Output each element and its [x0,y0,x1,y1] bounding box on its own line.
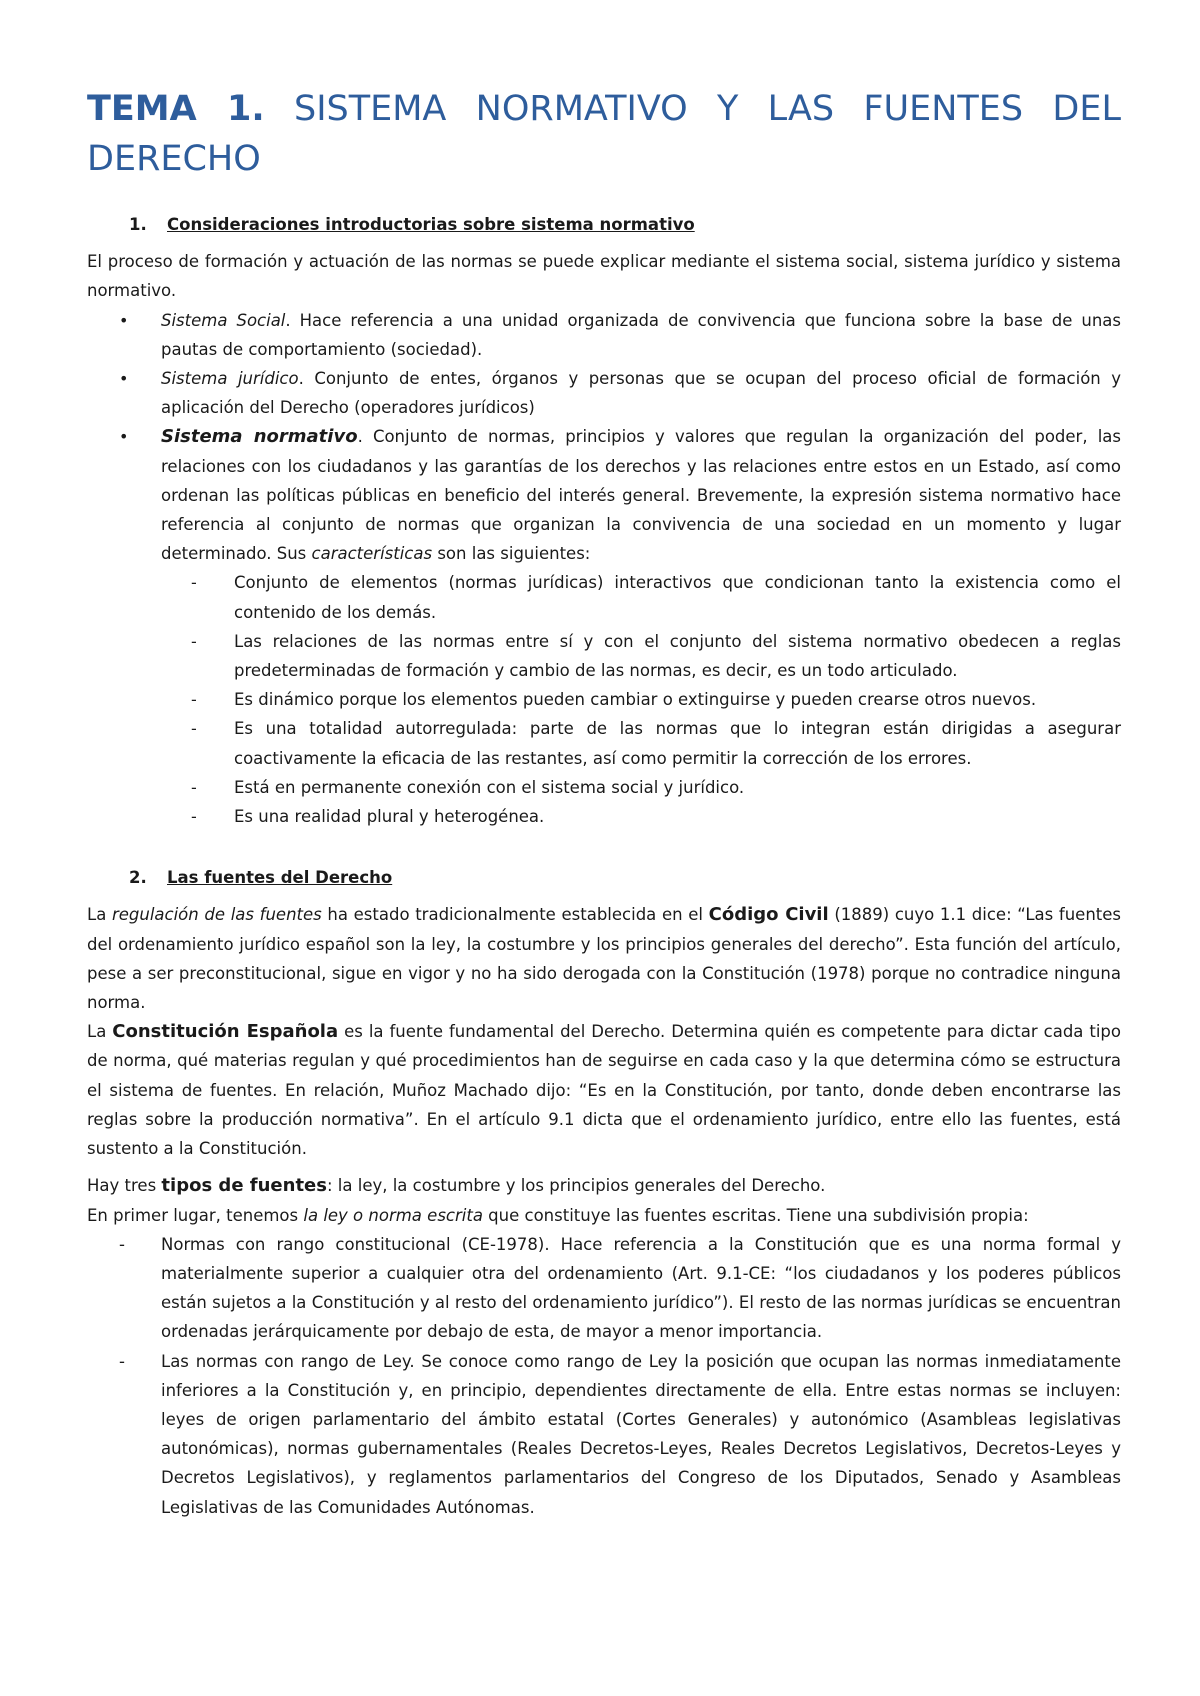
list-item [87,1230,1121,1347]
dash-marker: - [191,807,197,827]
text-run: que constituye las fuentes escritas. Tiene una subdivisión propia: [482,1205,1029,1225]
term-sistema-social: Sistema Social [161,310,286,330]
list-item [87,773,1121,802]
list-item [87,714,1121,772]
text-run: La [87,1022,113,1042]
paragraph-tipos-fuentes [87,1171,1121,1200]
strong-constitucion: Constitución Española [112,1021,339,1043]
list-item-sistema-normativo [87,422,1121,831]
text-run: La [87,905,112,925]
title-tema: TEMA 1. [87,89,265,129]
section-1-title: Consideraciones introductorias sobre sistema normativo [167,215,695,234]
dash-marker: - [191,573,197,593]
paragraph-constitucion [87,1017,1121,1163]
systems-list [87,306,1121,832]
section-1-heading [87,210,1121,239]
dash-marker: - [191,719,197,739]
characteristics-list [161,568,1121,831]
bullet-marker: • [119,427,129,447]
characteristic-text: Conjunto de elementos (normas jurídicas) interactivos que condicionan tanto la existencia como el contenido de los demás. [234,573,1121,622]
item-text: Normas con rango constitucional (CE-1978). Hace referencia a la Constitución que es una norma formal y materialmente superior a cualquier otra del ordenamiento (Art. 9.1-CE: “los ciudadanos y los poderes públicos están sujetos a la Constitución y al resto del ordenamiento jurídico”). El resto de las normas jurídicas se encuentran ordenadas jerárquicamente por debajo de esta, de mayor a menor importancia. [161,1234,1121,1342]
title-text: SISTEMA NORMATIVO Y LAS FUENTES DEL DERECHO [87,89,1121,179]
emphasis-ley-escrita: la ley o norma escrita [303,1205,483,1225]
dash-marker: - [191,777,197,797]
dash-marker: - [191,631,197,651]
text-run: En primer lugar, tenemos [87,1205,304,1225]
characteristic-text: Las relaciones de las normas entre sí y con el conjunto del sistema normativo obedecen a reglas predeterminadas de formación y cambio de las normas, es decir, es un todo articulado. [234,631,1121,681]
characteristic-text: Es una realidad plural y heterogénea. [234,807,545,827]
definition-text: . Conjunto de normas, principios y valores que regulan la organización del poder, las relaciones con los ciudadanos y las garantías de los derechos y las relaciones entre estos en un Estado, así como ordenan las políticas públicas en beneficio del interés general. Brevemente, la expresión sistema normativo hace referencia al conjunto de normas que organizan la convivencia de una sociedad en un momento y lugar determinado. Sus [161,427,1121,564]
strong-tipos-fuentes: tipos de fuentes [161,1175,327,1197]
paragraph-codigo-civil [87,900,1121,1017]
strong-codigo-civil: Código Civil [708,904,829,926]
bullet-marker: • [119,310,129,330]
spacer [87,831,1121,863]
term-sistema-juridico: Sistema jurídico [161,369,299,389]
section-2-heading [87,863,1121,892]
spacer [87,1163,1121,1171]
term-sistema-normativo: Sistema normativo [161,426,358,448]
term-caracteristicas: características [311,544,433,564]
list-item [87,1347,1121,1522]
dash-marker: - [119,1351,125,1371]
list-item-sistema-social [87,306,1121,364]
document-content [87,84,1121,1522]
characteristic-text: Está en permanente conexión con el sistema social y jurídico. [234,777,745,797]
definition-text: son las siguientes: [432,544,591,564]
section-1-intro: El proceso de formación y actuación de las normas se puede explicar mediante el sistema social, sistema jurídico y sistema normativo. [87,252,1121,301]
text-run: ha estado tradicionalmente establecida en el [321,905,709,925]
dash-marker: - [119,1234,125,1254]
page-title [87,84,1121,184]
characteristic-text: Es una totalidad autorregulada: parte de las normas que lo integran están dirigidas a asegurar coactivamente la eficacia de las restantes, así como permitir la corrección de los errores. [234,719,1121,768]
section-1-number: 1. [129,215,147,234]
list-item [87,802,1121,831]
paragraph-ley-escrita [87,1201,1121,1230]
definition-text: . Conjunto de entes, órganos y personas que se ocupan del proceso oficial de formación y aplicación del Derecho (operadores jurídicos) [161,369,1122,418]
text-run: : la ley, la costumbre y los principios generales del Derecho. [326,1176,826,1196]
dash-marker: - [191,690,197,710]
bullet-marker: • [119,369,129,389]
list-item [87,627,1121,685]
item-text: Las normas con rango de Ley. Se conoce como rango de Ley la posición que ocupan las normas inmediatamente inferiores a la Constitución y, en principio, dependientes directamente de ella. Entre estas normas se incluyen: leyes de origen parlamentario del ámbito estatal (Cortes Generales) y autonómico (Asambleas legislativas autonómicas), normas gubernamentales (Reales Decretos-Leyes, Reales Decretos Legislativos, Decretos-Leyes y Decretos Legislativos), y reglamentos parlamentarios del Congreso de los Diputados, Senado y Asambleas Legislativas de las Comunidades Autónomas. [161,1351,1121,1517]
characteristic-text: Es dinámico porque los elementos pueden cambiar o extinguirse y pueden crearse otros nuevos. [234,690,1037,710]
text-run: es la fuente fundamental del Derecho. Determina quién es competente para dictar cada tipo de norma, qué materias regulan y qué procedimientos han de seguirse en cada caso y la que determina cómo se estructura el sistema de fuentes. En relación, Muñoz Machado dijo: “Es en la Constitución, por tanto, donde deben encontrarse las reglas sobre la producción normativa”. En el artículo 9.1 dicta que el ordenamiento jurídico, entre ello las fuentes, está sustento a la Constitución. [87,1022,1121,1159]
text-run: Hay tres [87,1176,162,1196]
list-item [87,568,1121,626]
emphasis-regulacion: regulación de las fuentes [111,905,322,925]
section-2-title: Las fuentes del Derecho [167,868,393,888]
text-run: (1889) cuyo 1.1 dice: “Las fuentes del ordenamiento jurídico español son la ley, la costumbre y los principios generales del derecho”. Esta función del artículo, pese a ser preconstitucional, sigue en vigor y no ha sido derogada con la Constitución (1978) porque no contradice ninguna norma. [87,905,1122,1013]
section-2-number: 2. [129,868,147,888]
list-item-sistema-juridico [87,364,1121,422]
list-item [87,685,1121,714]
definition-text: . Hace referencia a una unidad organizada de convivencia que funciona sobre la base de unas pautas de comportamiento (sociedad). [161,310,1121,359]
ley-subdivision-list [87,1230,1121,1522]
